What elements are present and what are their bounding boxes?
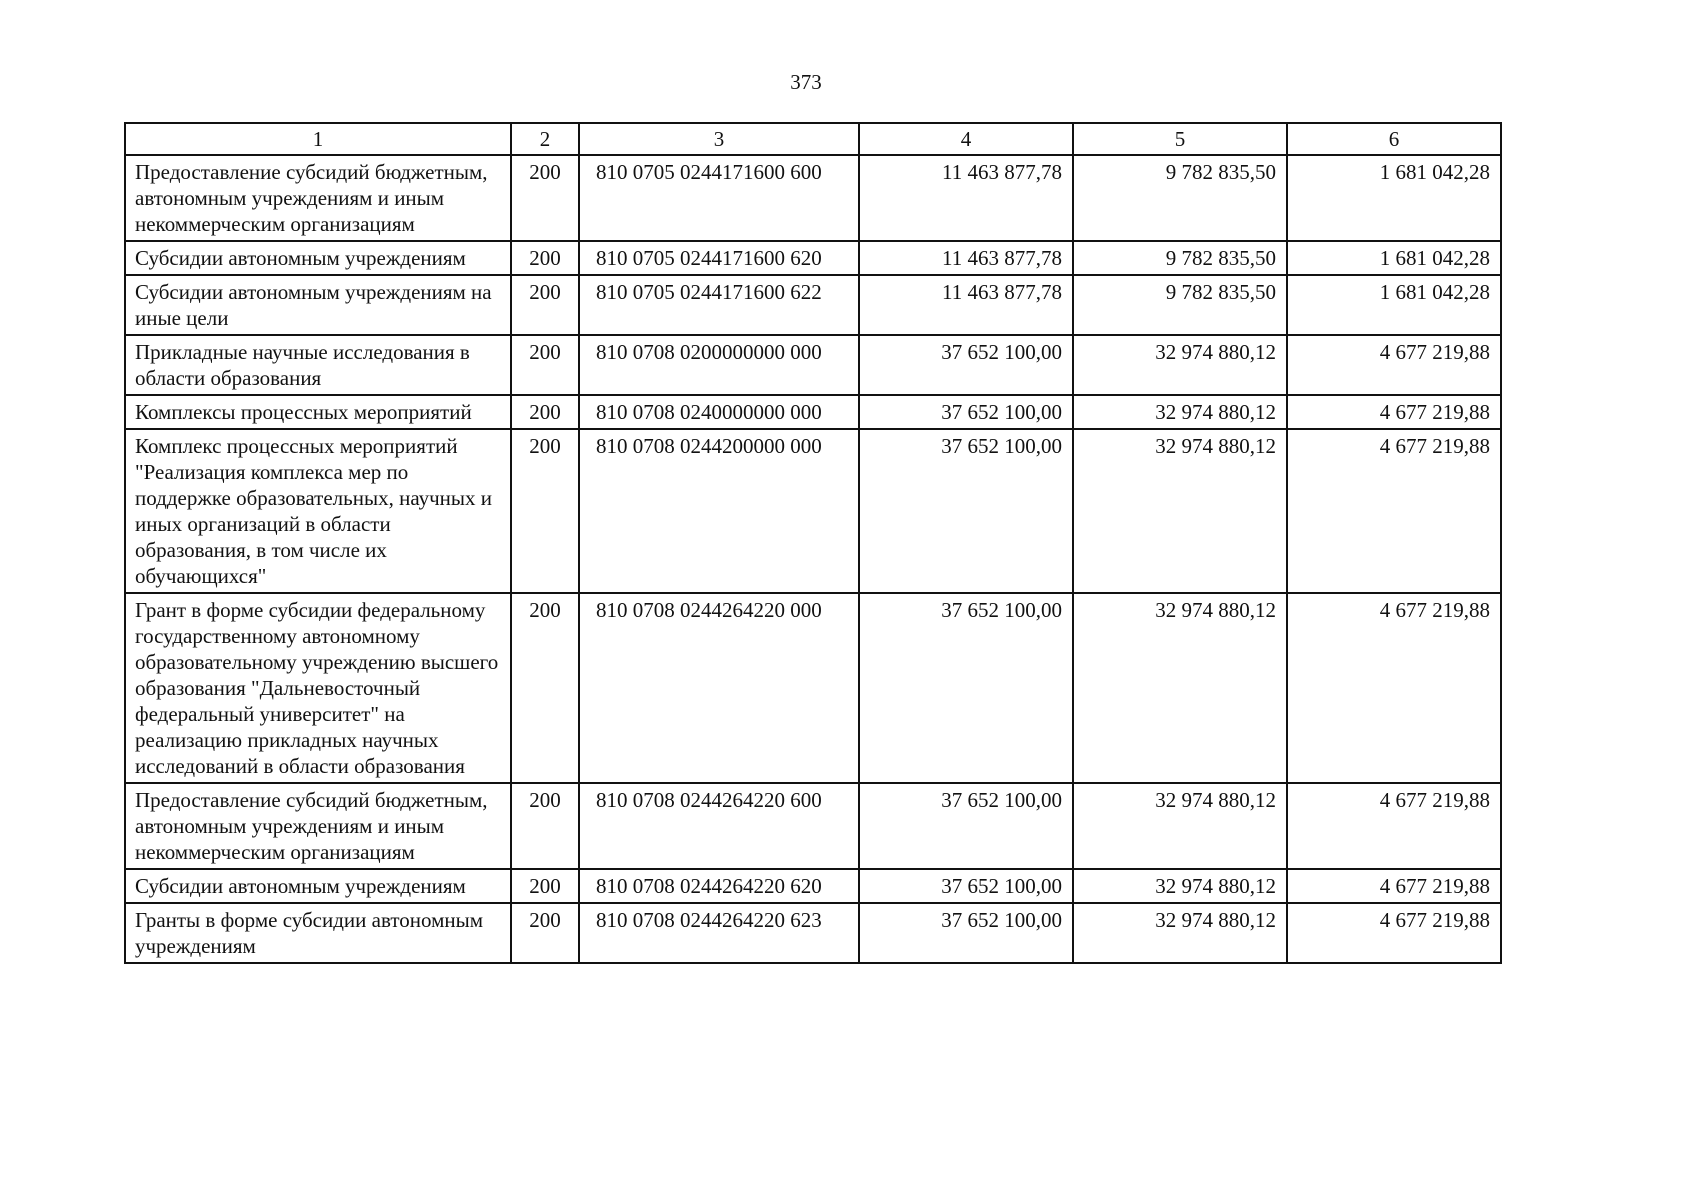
row-approved-amount: 11 463 877,78 [859, 241, 1073, 275]
column-number-row [125, 123, 1501, 155]
row-budget-code: 810 0708 0244264220 620 [579, 869, 859, 903]
row-approved-amount: 37 652 100,00 [859, 903, 1073, 963]
row-budget-code: 810 0705 0244171600 622 [579, 275, 859, 335]
table-row [125, 593, 1501, 783]
row-budget-code: 810 0708 0244200000 000 [579, 429, 859, 593]
row-admin-code: 200 [511, 155, 579, 241]
row-executed-amount: 32 974 880,12 [1073, 869, 1287, 903]
row-approved-amount: 37 652 100,00 [859, 429, 1073, 593]
row-approved-amount: 37 652 100,00 [859, 335, 1073, 395]
column-header-2: 2 [511, 123, 579, 155]
row-admin-code: 200 [511, 275, 579, 335]
row-admin-code: 200 [511, 429, 579, 593]
row-budget-code: 810 0708 0244264220 000 [579, 593, 859, 783]
budget-execution-table [124, 122, 1502, 964]
row-executed-amount: 32 974 880,12 [1073, 429, 1287, 593]
row-unexecuted-amount: 4 677 219,88 [1287, 429, 1501, 593]
row-budget-code: 810 0708 0200000000 000 [579, 335, 859, 395]
row-executed-amount: 9 782 835,50 [1073, 241, 1287, 275]
table-row [125, 783, 1501, 869]
row-name: Предоставление субсидий бюджетным, автономным учреждениям и иным некоммерческим организациям [125, 155, 511, 241]
row-budget-code: 810 0708 0244264220 600 [579, 783, 859, 869]
column-header-5: 5 [1073, 123, 1287, 155]
row-admin-code: 200 [511, 241, 579, 275]
row-unexecuted-amount: 4 677 219,88 [1287, 783, 1501, 869]
row-executed-amount: 32 974 880,12 [1073, 335, 1287, 395]
column-header-1: 1 [125, 123, 511, 155]
row-executed-amount: 32 974 880,12 [1073, 395, 1287, 429]
column-header-3: 3 [579, 123, 859, 155]
row-name: Субсидии автономным учреждениям [125, 869, 511, 903]
row-unexecuted-amount: 1 681 042,28 [1287, 275, 1501, 335]
row-unexecuted-amount: 1 681 042,28 [1287, 155, 1501, 241]
row-executed-amount: 32 974 880,12 [1073, 783, 1287, 869]
row-name: Грант в форме субсидии федеральному государственному автономному образовательному учреждению высшего образования "Дальневосточный федеральный университет" на реализацию прикладных научных исследований в области образования [125, 593, 511, 783]
row-unexecuted-amount: 4 677 219,88 [1287, 903, 1501, 963]
row-approved-amount: 11 463 877,78 [859, 275, 1073, 335]
row-unexecuted-amount: 4 677 219,88 [1287, 869, 1501, 903]
row-budget-code: 810 0708 0244264220 623 [579, 903, 859, 963]
row-approved-amount: 37 652 100,00 [859, 783, 1073, 869]
page-number: 373 [790, 70, 822, 94]
table-row [125, 395, 1501, 429]
row-admin-code: 200 [511, 335, 579, 395]
row-approved-amount: 11 463 877,78 [859, 155, 1073, 241]
row-approved-amount: 37 652 100,00 [859, 869, 1073, 903]
row-name: Прикладные научные исследования в области образования [125, 335, 511, 395]
table-row [125, 241, 1501, 275]
row-budget-code: 810 0705 0244171600 620 [579, 241, 859, 275]
row-unexecuted-amount: 4 677 219,88 [1287, 335, 1501, 395]
row-budget-code: 810 0708 0240000000 000 [579, 395, 859, 429]
row-executed-amount: 32 974 880,12 [1073, 903, 1287, 963]
row-executed-amount: 9 782 835,50 [1073, 275, 1287, 335]
row-name: Субсидии автономным учреждениям на иные цели [125, 275, 511, 335]
row-admin-code: 200 [511, 593, 579, 783]
row-executed-amount: 9 782 835,50 [1073, 155, 1287, 241]
column-header-4: 4 [859, 123, 1073, 155]
row-name: Комплексы процессных мероприятий [125, 395, 511, 429]
row-budget-code: 810 0705 0244171600 600 [579, 155, 859, 241]
table-row [125, 155, 1501, 241]
column-header-6: 6 [1287, 123, 1501, 155]
table-row [125, 903, 1501, 963]
row-admin-code: 200 [511, 869, 579, 903]
table-row [125, 429, 1501, 593]
row-approved-amount: 37 652 100,00 [859, 395, 1073, 429]
row-name: Субсидии автономным учреждениям [125, 241, 511, 275]
row-unexecuted-amount: 4 677 219,88 [1287, 395, 1501, 429]
row-name: Предоставление субсидий бюджетным, автономным учреждениям и иным некоммерческим организациям [125, 783, 511, 869]
row-unexecuted-amount: 4 677 219,88 [1287, 593, 1501, 783]
row-unexecuted-amount: 1 681 042,28 [1287, 241, 1501, 275]
table-row [125, 335, 1501, 395]
row-name: Гранты в форме субсидии автономным учреждениям [125, 903, 511, 963]
table-row [125, 275, 1501, 335]
row-admin-code: 200 [511, 395, 579, 429]
row-approved-amount: 37 652 100,00 [859, 593, 1073, 783]
row-admin-code: 200 [511, 783, 579, 869]
row-admin-code: 200 [511, 903, 579, 963]
table-row [125, 869, 1501, 903]
row-name: Комплекс процессных мероприятий "Реализация комплекса мер по поддержке образовательных, научных и иных организаций в области образования, в том числе их обучающихся" [125, 429, 511, 593]
row-executed-amount: 32 974 880,12 [1073, 593, 1287, 783]
